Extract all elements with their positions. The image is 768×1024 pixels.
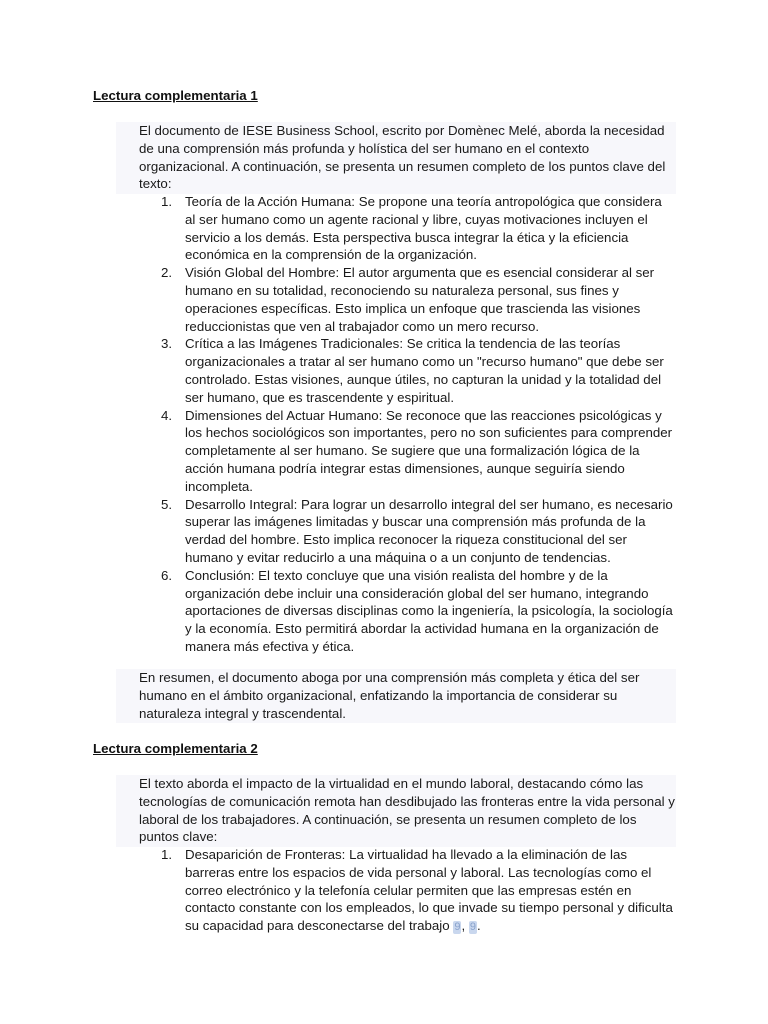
section-heading-1: Lectura complementaria 1 (93, 88, 258, 103)
list-item (139, 264, 675, 335)
key-points-list-1 (139, 193, 675, 656)
list-item-number: 1. (161, 847, 173, 862)
list-item-number: 2. (161, 265, 173, 281)
intro-paragraph: El documento de IESE Business School, escrito por Domènec Melé, aborda la necesidad de una comprensión más profunda y holística del ser humano en el contexto organizacional. A continuación, se presenta un resumen completo de los puntos clave del texto: (139, 123, 666, 192)
list-item (139, 846, 675, 935)
list-item (139, 567, 675, 656)
list-item-number: 4. (161, 407, 173, 423)
list-item-text: Teoría de la Acción Humana: Se propone una teoría antropológica que considera al ser humano como un agente racional y libre, cuyas motivaciones incluyen el servicio a los demás. Esta perspectiva busca integrar la ética y la eficiencia económica en la comprensión de la organización. (185, 194, 662, 263)
list-item-text: Desarrollo Integral: Para lograr un desarrollo integral del ser humano, es necesario superar las imágenes limitadas y buscar una comprensión más profunda de la verdad del hombre. Esto implica reconocer la riqueza constitucional del ser humano y evitar reducirlo a una máquina o a un conjunto de tendencias. (185, 496, 673, 565)
list-item (139, 407, 675, 496)
conclusion-paragraph: En resumen, el documento aboga por una comprensión más completa y ética del ser humano en el ámbito organizacional, enfatizando la importancia de considerar su naturaleza integral y trascendental. (139, 670, 640, 721)
list-item-text: Visión Global del Hombre: El autor argumenta que es esencial considerar al ser humano en su totalidad, reconociendo su naturaleza personal, sus fines y operaciones específicas. Esto implica un enfoque que trascienda las visiones reduccionistas que ven al trabajador como un mero recurso. (185, 265, 655, 334)
list-item-number: 1. (161, 194, 173, 209)
list-item-number: 6. (161, 567, 173, 583)
key-points-list-2 (139, 846, 675, 935)
section-intro-1 (139, 122, 675, 193)
section-conclusion-1 (139, 669, 675, 722)
section-heading-2: Lectura complementaria 2 (93, 741, 258, 756)
sentence-end: . (477, 918, 481, 934)
list-item-text: Conclusión: El texto concluye que una visión realista del hombre y de la organización debe incluir una consideración global del ser humano, integrando aportaciones de diversas disciplinas como la ingeniería, la psicología, la sociología y la economía. Esto permitirá abordar la actividad humana en la organización de manera más efectiva y ética. (185, 567, 673, 654)
intro-paragraph: El texto aborda el impacto de la virtualidad en el mundo laboral, destacando cómo las tecnologías de comunicación remota han desdibujado las fronteras entre la vida personal y laboral de los trabajadores. A continuación, se presenta un resumen completo de los puntos clave: (139, 776, 675, 845)
list-item-number: 5. (161, 496, 173, 512)
list-item-text: Desaparición de Fronteras: La virtualidad ha llevado a la eliminación de las barreras entre los espacios de vida personal y laboral. Las tecnologías como el correo electrónico y la telefonía celular permiten que las empresas estén en contacto constante con los empleados, lo que invade su tiempo personal y dificulta su capacidad para desconectarse del trabajo (185, 847, 673, 934)
list-item-text: Crítica a las Imágenes Tradicionales: Se critica la tendencia de las teorías organizacionales a tratar al ser humano como un "recurso humano" que debe ser controlado. Estas visiones, aunque útiles, no capturan la unidad y la totalidad del ser humano, que es trascendente y espiritual. (185, 336, 664, 405)
citation-link[interactable]: 9 (469, 921, 476, 934)
list-item (139, 496, 675, 567)
citation-separator: , (461, 918, 466, 934)
list-item (139, 193, 675, 264)
list-item (139, 335, 675, 406)
citation-link[interactable]: 9 (454, 921, 461, 934)
list-item-number: 3. (161, 336, 173, 352)
section-intro-2 (139, 775, 675, 846)
list-item-text: Dimensiones del Actuar Humano: Se reconoce que las reacciones psicológicas y los hechos sociológicos son importantes, pero no son suficientes para comprender completamente al ser humano. Se sugiere que una formalización lógica de la acción humana podría integrar estas dimensiones, aunque seguiría siendo incompleta. (185, 407, 673, 494)
